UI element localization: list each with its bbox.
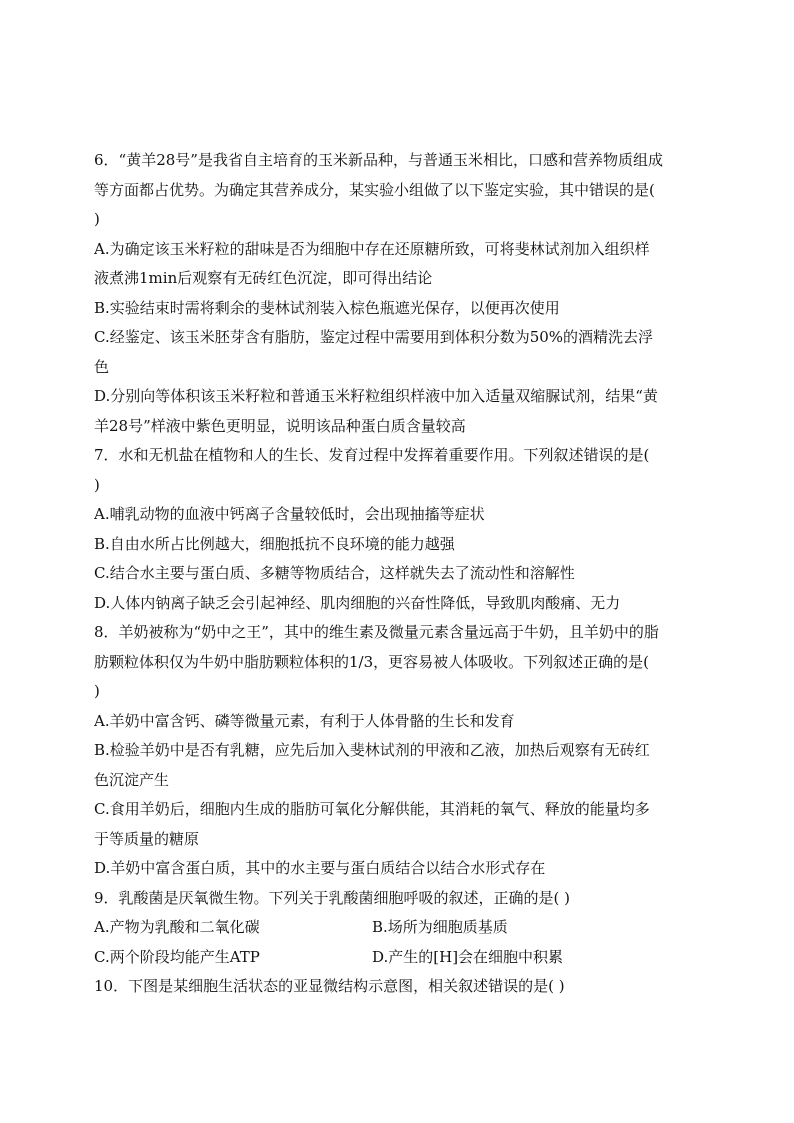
question-9-options-row-2 [94, 943, 706, 973]
question-9-options-row-1 [94, 913, 706, 943]
question-6-option-b: B.实验结束时需将剩余的斐林试剂装入棕色瓶遮光保存，以便再次使用 [94, 298, 560, 317]
question-8-option-d: D.羊奶中富含蛋白质，其中的水主要与蛋白质结合以结合水形式存在 [94, 859, 546, 877]
question-9-option-a: A.产物为乳酸和二氧化碳 [94, 918, 260, 936]
question-8-option-c-line-2: 于等质量的糖原 [94, 829, 200, 848]
question-page [94, 146, 706, 1002]
question-7-stem-line-2: ) [94, 475, 100, 494]
question-10 [94, 972, 706, 1002]
question-6-option-c-line-2: 色 [94, 357, 110, 376]
question-6-stem-line-3: ) [94, 210, 100, 228]
question-6-stem-line-2: 等方面都占优势。为确定其营养成分，某实验小组做了以下鉴定实验，其中错误的是( [94, 180, 655, 199]
question-7-option-a: A.哺乳动物的血液中钙离子含量较低时，会出现抽搐等症状 [94, 505, 485, 523]
question-7-stem-line-1: 7．水和无机盐在植物和人的生长、发育过程中发挥着重要作用。下列叙述错误的是( [94, 446, 650, 464]
question-6-option-d-line-1: D.分别向等体积该玉米籽粒和普通玉米籽粒组织样液中加入适量双缩脲试剂，结果“黄 [94, 387, 658, 405]
question-7-option-c: C.结合水主要与蛋白质、多糖等物质结合，这样就失去了流动性和溶解性 [94, 564, 575, 582]
question-8-stem-line-1: 8．羊奶被称为“奶中之王”，其中的维生素及微量元素含量远高于牛奶，且羊奶中的脂 [94, 623, 659, 641]
question-8 [94, 618, 706, 884]
question-9 [94, 884, 706, 973]
question-10-stem: 10．下图是某细胞生活状态的亚显微结构示意图，相关叙述错误的是( ) [94, 977, 565, 995]
question-8-option-b-line-2: 色沉淀产生 [94, 770, 170, 789]
question-8-stem-line-2: 肪颗粒体积仅为牛奶中脂肪颗粒体积的1/3，更容易被人体吸收。下列叙述正确的是( [94, 652, 649, 671]
question-7 [94, 441, 706, 618]
question-9-stem: 9．乳酸菌是厌氧微生物。下列关于乳酸菌细胞呼吸的叙述，正确的是( ) [94, 888, 571, 907]
question-7-option-b: B.自由水所占比例越大，细胞抵抗不良环境的能力越强 [94, 534, 455, 553]
question-8-option-a: A.羊奶中富含钙、磷等微量元素，有利于人体骨骼的生长和发育 [94, 711, 515, 730]
question-9-option-c: C.两个阶段均能产生ATP [94, 947, 260, 966]
question-9-option-d: D.产生的[H]会在细胞中积累 [372, 947, 564, 966]
question-6-option-c-line-1: C.经鉴定、该玉米胚芽含有脂肪，鉴定过程中需要用到体积分数为50%的酒精洗去浮 [94, 328, 654, 346]
question-6-option-a-line-1: A.为确定该玉米籽粒的甜味是否为细胞中存在还原糖所致，可将斐林试剂加入组织样 [94, 239, 650, 258]
question-6-stem-line-1: 6．“黄羊28号”是我省自主培育的玉米新品种，与普通玉米相比，口感和营养物质组成 [94, 151, 663, 169]
question-8-stem-line-3: ) [94, 682, 100, 700]
question-8-option-c-line-1: C.食用羊奶后，细胞内生成的脂肪可氧化分解供能，其消耗的氧气、释放的能量均多 [94, 800, 650, 818]
question-6-option-a-line-2: 液煮沸1min后观察有无砖红色沉淀，即可得出结论 [94, 269, 433, 287]
question-9-option-b: B.场所为细胞质基质 [372, 918, 508, 936]
question-6-option-d-line-2: 羊28号”样液中紫色更明显，说明该品种蛋白质含量较高 [94, 416, 466, 435]
question-7-option-d: D.人体内钠离子缺乏会引起神经、肌肉细胞的兴奋性降低，导致肌肉酸痛、无力 [94, 593, 621, 612]
question-8-option-b-line-1: B.检验羊奶中是否有乳糖，应先后加入斐林试剂的甲液和乙液，加热后观察有无砖红 [94, 741, 650, 759]
question-6 [94, 146, 706, 441]
